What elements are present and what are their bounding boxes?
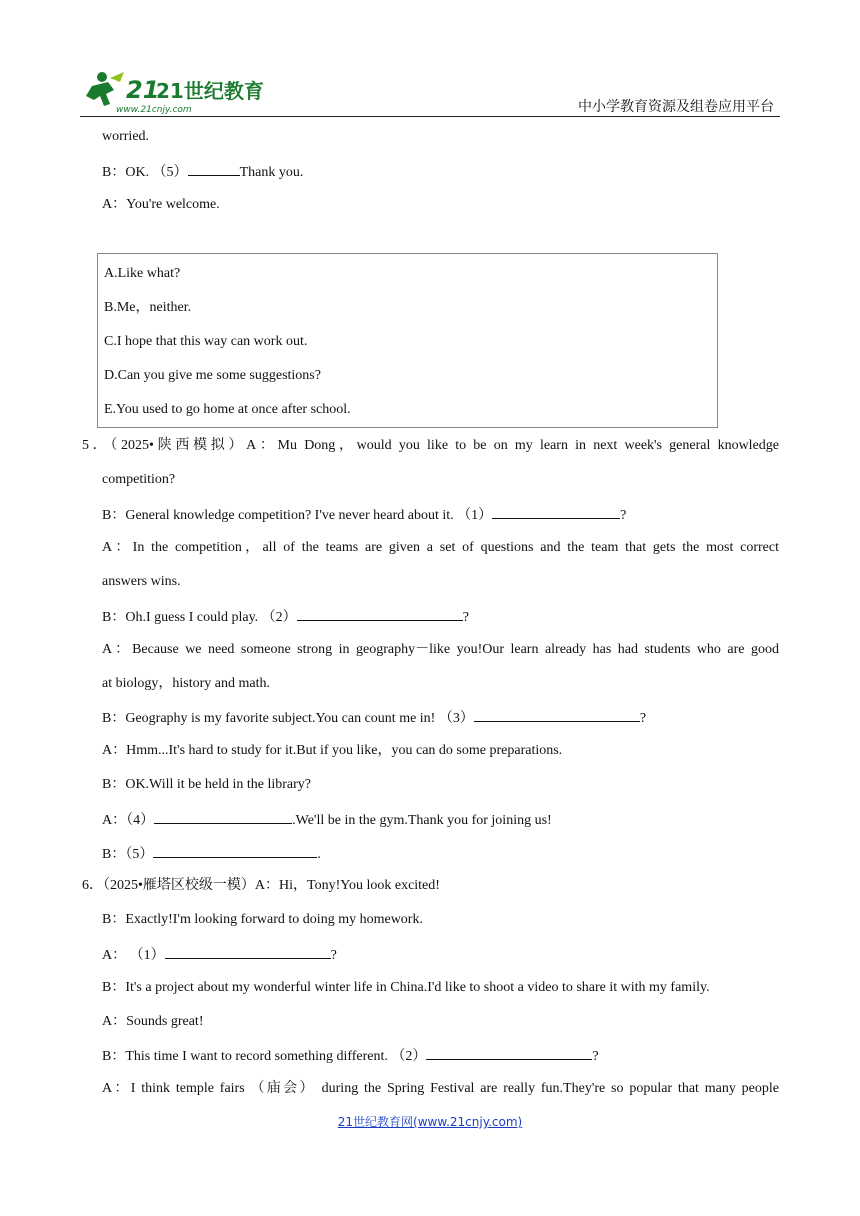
q6-line-2: B：Exactly!I'm looking forward to doing my homework. — [102, 912, 423, 927]
option-d: D.Can you give me some suggestions? — [104, 368, 321, 383]
q6-line-7: A：I think temple fairs （庙会） during the Spring Festival are really fun.They're so popular that many people — [102, 1081, 779, 1096]
footer-link[interactable]: 21世纪教育网(www.21cnjy.com) — [337, 1115, 523, 1129]
q5-line-13 — [102, 844, 321, 864]
option-b: B.Me，neither. — [104, 300, 192, 315]
logo-text: 21世纪教育 — [156, 79, 264, 103]
option-c: C.I hope that this way can work out. — [104, 334, 308, 349]
q6-line-6 — [102, 1046, 599, 1066]
q5-line-3-prefix: B：General knowledge competition? I've never heard about it. （1） — [102, 508, 493, 523]
q5-line-3-suffix: ? — [620, 508, 627, 523]
header-platform-text: 中小学教育资源及组卷应用平台 — [578, 99, 774, 115]
q5-number: 5． — [82, 438, 111, 453]
q5-line-6-suffix: ? — [462, 610, 469, 625]
q5-text-1: A：Mu Dong，would you like to be on my learn in next week's general knowledge — [246, 438, 779, 453]
q5-blank-2[interactable] — [297, 607, 463, 621]
options-box — [97, 253, 718, 428]
q5-source: （2025•陕西模拟） — [110, 438, 247, 453]
q5-line-7: A：Because we need someone strong in geography－like you!Our learn already has had students who are good — [102, 642, 779, 657]
q5-line-6 — [102, 607, 469, 627]
logo-url-text: www.21cnjy.com — [116, 105, 192, 115]
q6-line-3-prefix: A： （1） — [102, 948, 165, 963]
q5-line-10: A：Hmm...It's hard to study for it.But if you like，you can do some preparations. — [102, 743, 563, 758]
q5-blank-5[interactable] — [153, 844, 317, 858]
q6-line-6-suffix: ? — [592, 1049, 599, 1064]
q5-line-13-prefix: B：（5） — [102, 847, 154, 862]
q5-line-4: A：In the competition，all of the teams are given a set of questions and the team that gets the most correct — [102, 540, 779, 555]
continuation-line-3: A：You're welcome. — [102, 197, 220, 212]
q5-line-12-suffix: .We'll be in the gym.Thank you for joining us! — [292, 813, 552, 828]
q5-line-1 — [82, 437, 779, 455]
q6-blank-2[interactable] — [426, 1046, 592, 1060]
q5-line-9-suffix: ? — [639, 711, 647, 726]
runner-icon — [86, 72, 124, 106]
q6-number: 6． — [82, 878, 103, 893]
q5-line-5: answers wins. — [102, 574, 181, 589]
header-divider — [80, 116, 780, 117]
q5-line-8: at biology，history and math. — [102, 676, 270, 691]
q5-line-2: competition? — [102, 472, 176, 487]
q5-line-9 — [102, 708, 646, 728]
brand-logo — [80, 68, 264, 115]
q5-line-13-suffix: . — [317, 847, 321, 862]
q5-line-6-prefix: B：Oh.I guess I could play. （2） — [102, 610, 297, 625]
q6-line-6-prefix: B：This time I want to record something different. （2） — [102, 1049, 427, 1064]
q5-line-11: B：OK.Will it be held in the library? — [102, 777, 312, 792]
q5-line-9-prefix: B：Geography is my favorite subject.You can count me in! （3） — [102, 711, 474, 726]
q5-line-12 — [102, 810, 552, 830]
continuation-line-2-suffix: Thank you. — [239, 165, 304, 180]
continuation-line-2 — [102, 162, 303, 182]
q6-line-4: B：It's a project about my wonderful winter life in China.I'd like to shoot a video to share it with my family. — [102, 980, 710, 995]
option-a: A.Like what? — [104, 266, 181, 281]
q5-line-12-prefix: A：（4） — [102, 813, 155, 828]
q6-source: （2025•雁塔区校级一模） — [103, 878, 255, 893]
q5-line-3 — [102, 505, 626, 525]
q5-blank-1[interactable] — [492, 505, 620, 519]
q6-line-3-suffix: ? — [330, 948, 337, 963]
q6-text-1: A：Hi，Tony!You look excited! — [254, 878, 440, 893]
option-e: E.You used to go home at once after school. — [104, 402, 351, 417]
continuation-line-1: worried. — [102, 129, 150, 144]
svg-text:21: 21 — [126, 76, 160, 104]
continuation-line-2-prefix: B：OK. （5） — [102, 165, 188, 180]
answer-blank-5[interactable] — [188, 162, 240, 176]
q5-blank-4[interactable] — [154, 810, 292, 824]
q6-blank-1[interactable] — [165, 945, 331, 959]
q5-blank-3[interactable] — [474, 708, 640, 722]
q6-line-5: A：Sounds great! — [102, 1014, 204, 1029]
q6-line-3 — [102, 945, 337, 965]
q6-line-1 — [82, 877, 440, 895]
